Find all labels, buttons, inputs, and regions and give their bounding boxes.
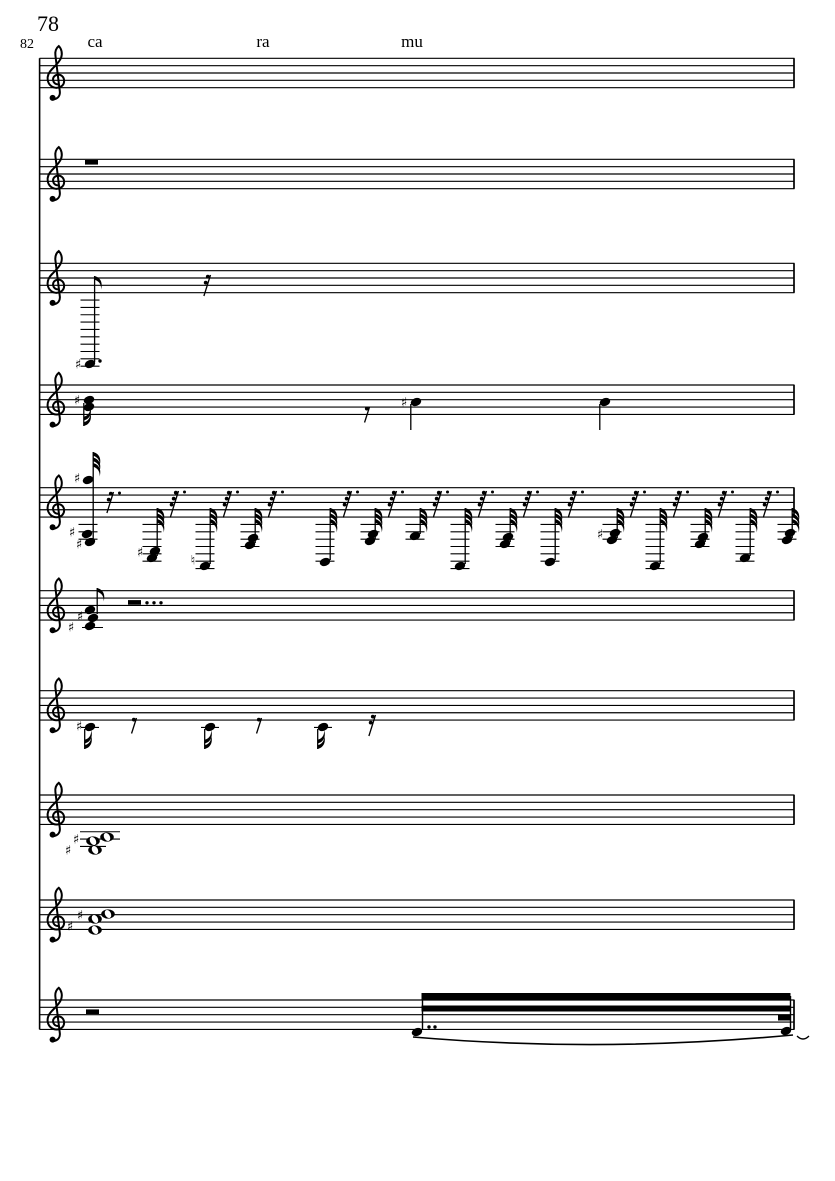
note-event (361, 508, 383, 547)
block-rest (86, 1009, 99, 1014)
accidental: ♯ (73, 393, 81, 409)
accidental: ♯ (67, 620, 75, 636)
note-event (201, 721, 219, 749)
note-event (496, 508, 518, 550)
note-event (75, 276, 102, 373)
accidental: ♯ (76, 609, 84, 625)
block-rest (128, 600, 163, 605)
lyric-syllable: ra (256, 32, 270, 51)
system-number: 82 (20, 37, 34, 52)
accidental: ♮ (190, 553, 196, 569)
accidental: ♯ (68, 525, 76, 541)
accidental: ♯ (72, 832, 80, 848)
lyrics-line (87, 32, 423, 51)
note-event (736, 508, 758, 564)
lyric-syllable: mu (401, 32, 423, 51)
whole-note-chord (65, 832, 120, 859)
accidental: ♯ (64, 843, 72, 859)
staff-8 (40, 783, 795, 859)
measure-number: 78 (37, 11, 59, 36)
note-event (599, 396, 612, 430)
staff-5 (40, 452, 800, 572)
accidental: ♯ (66, 919, 74, 935)
lyric-syllable: ca (87, 32, 103, 51)
accidental: ♯ (73, 471, 81, 487)
rest (132, 718, 137, 734)
staff-3 (40, 251, 795, 372)
staff-1 (40, 46, 795, 101)
accidental: ♯ (75, 537, 83, 553)
accidental: ♯ (76, 908, 84, 924)
note-event (691, 508, 713, 550)
staff-10 (40, 988, 810, 1045)
staff-2 (40, 147, 795, 202)
accidental: ♯ (596, 527, 604, 543)
note-event (778, 508, 800, 546)
staff-7 (40, 679, 795, 750)
rest (257, 718, 262, 734)
tremolo-span (411, 993, 809, 1045)
note-event (68, 588, 104, 636)
staff-6 (40, 579, 795, 636)
accidental: ♯ (136, 545, 144, 561)
rest (369, 715, 376, 736)
note-event (241, 508, 263, 551)
note-event (406, 508, 428, 542)
accidental: ♯ (75, 719, 83, 735)
staff-4 (40, 373, 795, 430)
note-event (74, 394, 96, 427)
note-event (137, 508, 164, 564)
accidental: ♯ (400, 395, 408, 411)
staff-9 (40, 888, 795, 943)
note-event (401, 396, 423, 431)
note-event (76, 720, 99, 750)
block-rest (85, 160, 98, 165)
note-event (74, 452, 100, 543)
accidental: ♯ (74, 357, 82, 373)
note-event (597, 508, 624, 546)
note-event (314, 721, 332, 749)
